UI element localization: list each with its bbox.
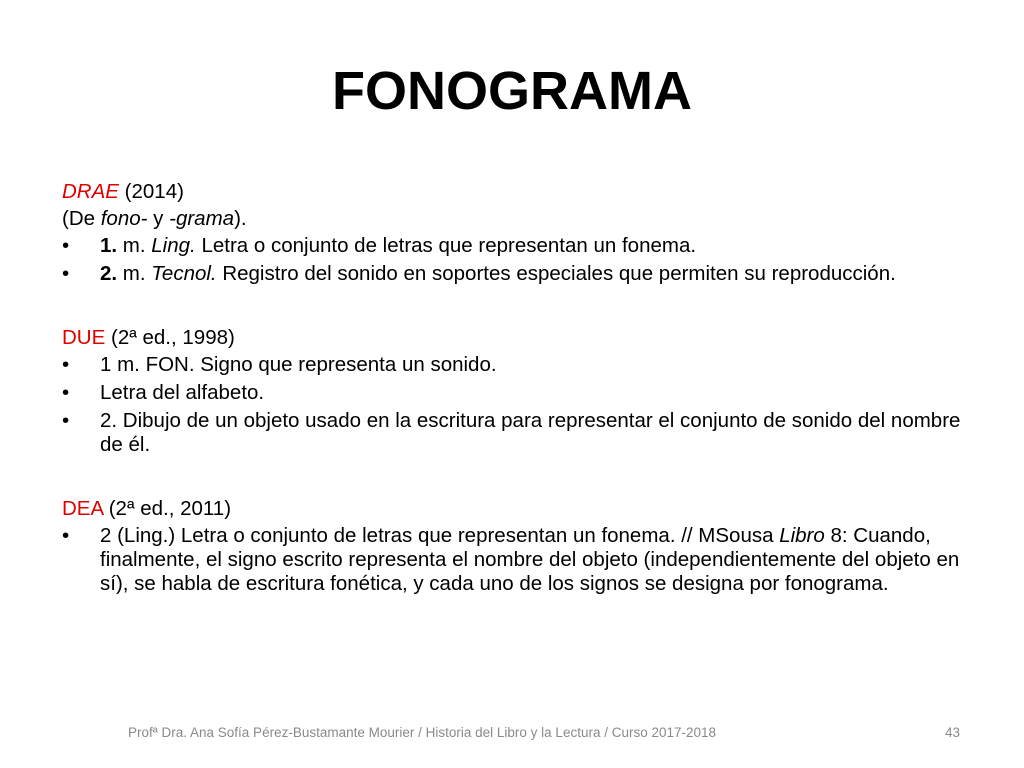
definition-text-cont: 8: Cuando, finalmente, el signo escrito representa el nombre del objeto (independientemente del objeto en sí), se habla de escritura fonética, y cada uno de los signos se designa por fonograma. [100, 524, 960, 595]
origin-close: ). [234, 207, 247, 230]
list-item [62, 381, 962, 405]
due-definitions [62, 353, 962, 457]
cited-work: Libro [779, 524, 825, 547]
page-number: 43 [945, 725, 961, 740]
definition-number: 1. [100, 234, 118, 257]
origin-open: (De [62, 207, 101, 230]
bullet-icon: • [62, 353, 70, 376]
list-item [62, 234, 962, 258]
definition-text: 2 (Ling.) Letra o conjunto de letras que representan un fonema. // MSousa [100, 524, 780, 547]
definition-text: 1 m. FON. Signo que representa un sonido. [100, 353, 497, 376]
drae-definitions [62, 234, 962, 286]
origin-y: y [147, 207, 170, 230]
list-item [62, 524, 962, 596]
drae-heading [62, 180, 962, 204]
list-item [62, 262, 962, 286]
slide-body [62, 180, 962, 600]
due-source: DUE [62, 326, 106, 349]
list-item [62, 409, 962, 457]
grammar-tag: m. [117, 262, 152, 285]
definition-number: 2. [100, 262, 118, 285]
bullet-icon: • [62, 381, 70, 404]
definition-text: Registro del sonido en soportes especiales que permiten su reproducción. [216, 262, 896, 285]
field-tag: Ling. [151, 234, 196, 257]
dea-source: DEA [62, 497, 104, 520]
definition-text: 2. Dibujo de un objeto usado en la escritura para representar el conjunto de sonido del nombre de él. [100, 409, 961, 456]
list-item [62, 353, 962, 377]
dea-heading [62, 497, 962, 521]
footer-credit: Profª Dra. Ana Sofía Pérez-Bustamante Mourier / Historia del Libro y la Lectura / Curso 2017-2018 [128, 725, 717, 740]
dea-edition: (2ª ed., 2011) [103, 497, 232, 520]
grammar-tag: m. [117, 234, 152, 257]
drae-origin [62, 207, 962, 231]
slide-title: FONOGRAMA [332, 61, 692, 121]
definition-text: Letra del alfabeto. [100, 381, 265, 404]
drae-edition: (2014) [118, 180, 184, 203]
bullet-icon: • [62, 234, 70, 257]
due-heading [62, 326, 962, 350]
definition-text: Letra o conjunto de letras que representan un fonema. [195, 234, 697, 257]
bullet-icon: • [62, 409, 70, 432]
origin-fono: fono- [100, 207, 148, 230]
bullet-icon: • [62, 524, 70, 547]
bullet-icon: • [62, 262, 70, 285]
drae-source: DRAE [62, 180, 119, 203]
field-tag: Tecnol. [151, 262, 217, 285]
origin-grama: -grama [169, 207, 235, 230]
due-edition: (2ª ed., 1998) [105, 326, 235, 349]
dea-definitions [62, 524, 962, 596]
